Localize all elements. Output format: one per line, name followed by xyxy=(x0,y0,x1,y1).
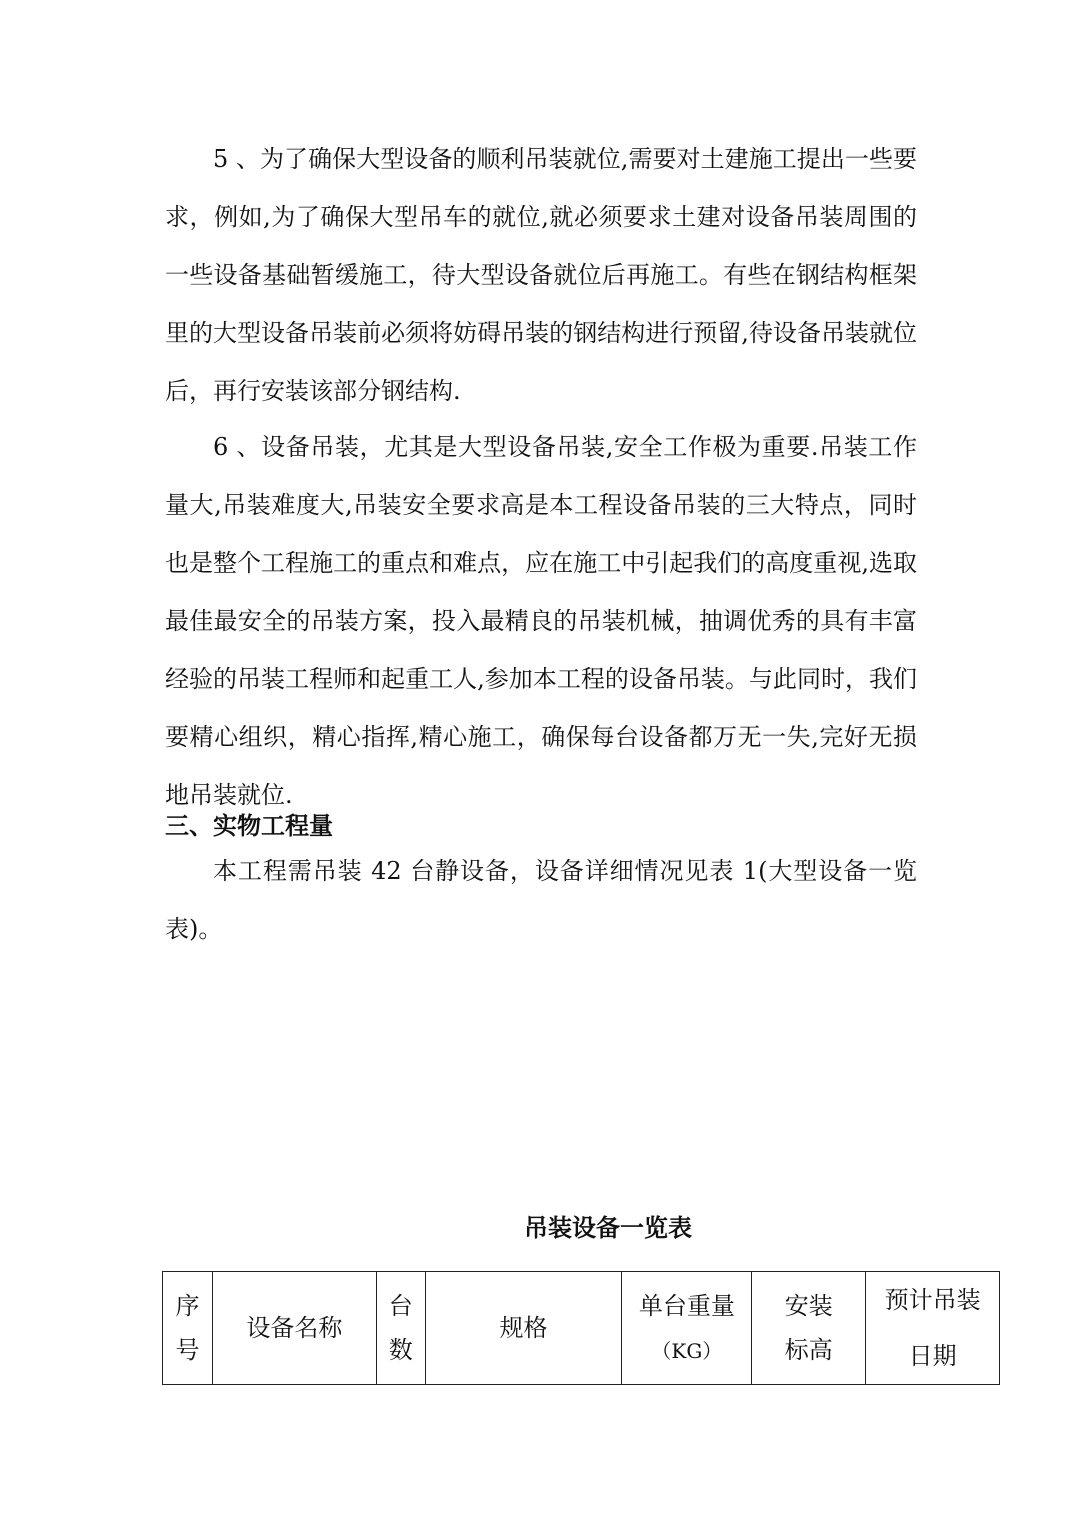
equipment-table xyxy=(162,1271,1000,1385)
header-seq-line2: 号 xyxy=(175,1336,200,1364)
header-date-line1: 预计吊装 xyxy=(884,1286,981,1314)
paragraph-item-5: 5 、为了确保大型设备的顺利吊装就位,需要对土建施工提出一些要求，例如,为了确保大型吊车的就位,就必须要求土建对设备吊装周围的一些设备基础暂缓施工，待大型设备就位后再施工。有些在钢结构框架里的大型设备吊装前必须将妨碍吊装的钢结构进行预留,待设备吊装就位后，再行安装该部分钢结构. xyxy=(165,145,917,405)
paragraph-item-6: 6 、设备吊装，尤其是大型设备吊装,安全工作极为重要.吊装工作量大,吊装难度大,吊装安全要求高是本工程设备吊装的三大特点，同时也是整个工程施工的重点和难点，应在施工中引起我们的高度重视,选取最佳最安全的吊装方案，投入最精良的吊装机械，抽调优秀的具有丰富经验的吊装工程师和起重工人,参加本工程的设备吊装。与此同时，我们要精心组织，精心指挥,精心施工，确保每台设备都万无一失,完好无损地吊装就位. xyxy=(165,433,917,809)
header-elevation-line2: 标高 xyxy=(784,1336,833,1364)
table-header-row xyxy=(163,1272,1000,1385)
header-name: 设备名称 xyxy=(212,1272,376,1385)
section-heading: 三、实物工程量 xyxy=(165,812,333,840)
header-weight-line2: （KG） xyxy=(651,1338,723,1363)
header-spec: 规格 xyxy=(425,1272,622,1385)
header-seq-line1: 序 xyxy=(175,1292,200,1320)
header-date xyxy=(866,1272,1000,1385)
header-qty-line1: 台 xyxy=(388,1292,413,1320)
header-weight-line1: 单台重量 xyxy=(638,1291,735,1320)
header-seq xyxy=(163,1272,213,1385)
header-qty-line2: 数 xyxy=(388,1336,413,1364)
header-weight xyxy=(622,1272,752,1385)
table-title: 吊装设备一览表 xyxy=(524,1214,692,1242)
header-elevation xyxy=(752,1272,866,1385)
header-elevation-line1: 安装 xyxy=(784,1292,833,1320)
quantity-paragraph: 本工程需吊装 42 台静设备，设备详细情况见表 1(大型设备一览表)。 xyxy=(165,857,917,943)
header-qty xyxy=(376,1272,425,1385)
header-date-line2: 日期 xyxy=(908,1342,957,1370)
